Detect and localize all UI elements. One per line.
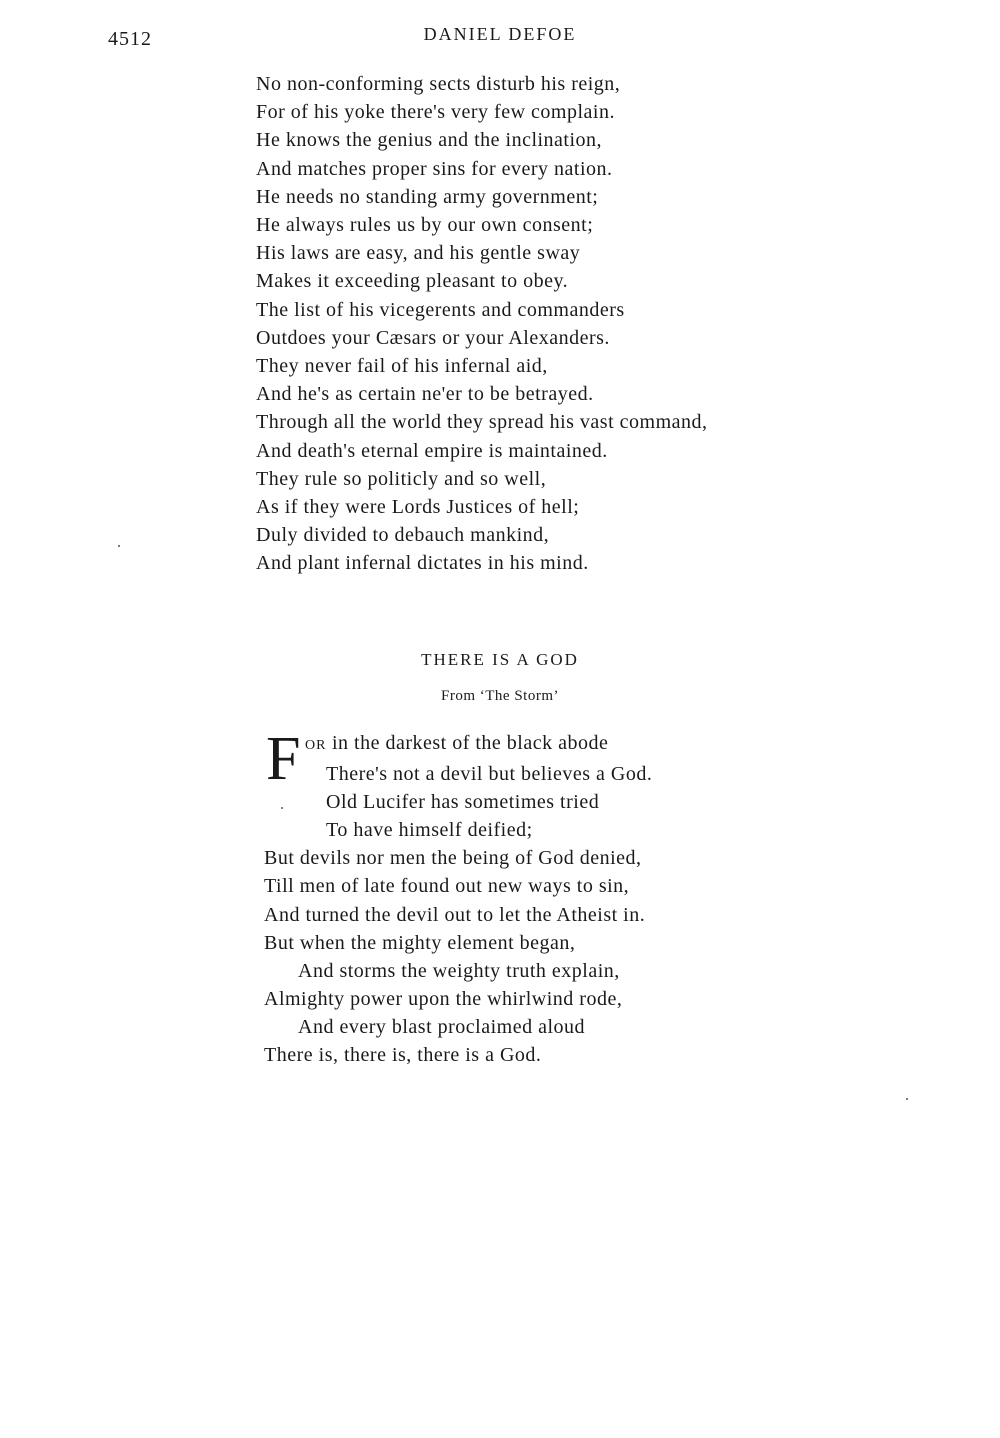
running-head: DANIEL DEFOE — [423, 24, 577, 44]
verse-line: And matches proper sins for every nation. — [256, 157, 613, 180]
scan-speck — [906, 1098, 908, 1100]
verse-line: And he's as certain ne'er to be betrayed. — [256, 383, 594, 406]
page-number: 4512 — [108, 28, 152, 50]
verse-line: And turned the devil out to let the Atheist in. — [264, 903, 646, 926]
verse-line: Duly divided to debauch mankind, — [256, 524, 550, 547]
verse-line: He needs no standing army government; — [256, 185, 599, 208]
verse-line: But when the mighty element began, — [264, 931, 576, 954]
verse-line: There is, there is, there is a God. — [264, 1044, 542, 1067]
verse-line: The list of his vicegerents and commanders — [256, 298, 625, 321]
first-line-smallcaps: OR — [305, 738, 327, 753]
verse-line: And every blast proclaimed aloud — [298, 1015, 586, 1038]
verse-line: They never fail of his infernal aid, — [256, 355, 548, 378]
verse-line: Old Lucifer has sometimes tried — [326, 791, 600, 814]
poem-continued — [256, 70, 708, 578]
verse-line: He knows the genius and the inclination, — [256, 129, 603, 152]
poem-storm — [264, 725, 653, 1069]
verse-line: Till men of late found out new ways to sin, — [264, 875, 630, 898]
verse-line: And storms the weighty truth explain, — [298, 959, 620, 982]
drop-cap: F — [266, 725, 301, 793]
verse-line: And plant infernal dictates in his mind. — [256, 552, 589, 575]
verse-line: He always rules us by our own consent; — [256, 214, 594, 237]
verse-line: For of his yoke there's very few complain. — [256, 101, 615, 124]
scan-speck — [281, 807, 283, 809]
verse-line: His laws are easy, and his gentle sway — [256, 242, 581, 265]
verse-line-first — [264, 729, 652, 760]
verse-line: Through all the world they spread his vast command, — [256, 411, 708, 434]
verse-line: No non-conforming sects disturb his reign, — [256, 73, 621, 95]
scan-speck — [118, 545, 120, 547]
verse-line: Outdoes your Cæsars or your Alexanders. — [256, 326, 610, 349]
first-line-text: in the darkest of the black abode — [326, 732, 609, 754]
verse-line: To have himself deified; — [326, 819, 533, 842]
verse-line: And death's eternal empire is maintained. — [256, 439, 608, 462]
verse-line: Makes it exceeding pleasant to obey. — [256, 270, 569, 293]
section-source: From ‘The Storm’ — [441, 688, 559, 704]
verse-line: They rule so politicly and so well, — [256, 467, 547, 490]
section-title: THERE IS A GOD — [421, 650, 579, 669]
verse-line: But devils nor men the being of God denied, — [264, 847, 642, 870]
verse-line: Almighty power upon the whirlwind rode, — [264, 987, 623, 1010]
verse-line: There's not a devil but believes a God. — [326, 763, 653, 786]
verse-line: As if they were Lords Justices of hell; — [256, 496, 580, 519]
